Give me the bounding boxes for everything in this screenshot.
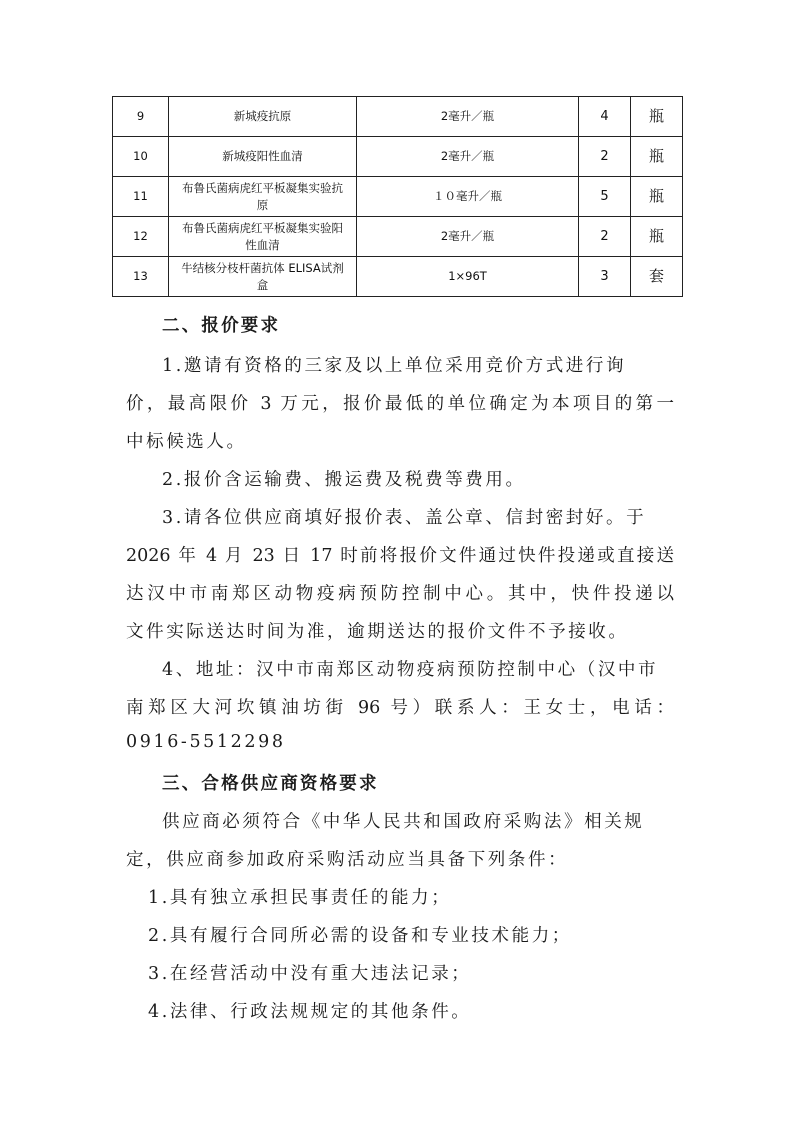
item-name-cell <box>169 97 357 137</box>
item-name-line: 盒 <box>256 277 269 292</box>
spec-cell: 2毫升／瓶 <box>357 217 579 257</box>
section2-p4-line3: 0916-5512298 <box>126 732 286 752</box>
row-number-cell: 13 <box>113 257 169 297</box>
section3-item-3: 3.在经营活动中没有重大违法记录； <box>148 964 472 984</box>
table-row <box>113 217 683 257</box>
unit-cell: 套 <box>631 257 683 297</box>
unit-cell: 瓶 <box>631 217 683 257</box>
spec-cell: １０毫升／瓶 <box>357 177 579 217</box>
spec-cell: 2毫升／瓶 <box>357 97 579 137</box>
section3-item-1: 1.具有独立承担民事责任的能力； <box>148 888 452 908</box>
item-name-cell <box>169 217 357 257</box>
section3-heading: 三、合格供应商资格要求 <box>162 774 379 794</box>
section2-p4-line1: 4、地址：汉中市南郑区动物疫病预防控制中心（汉中市 <box>162 660 659 680</box>
section2-p3-line2: 2026 年 4 月 23 日 17 时前将报价文件通过快件投递或直接送 <box>126 546 674 566</box>
quantity-cell: 3 <box>579 257 631 297</box>
item-name-line: 新城疫阳性血清 <box>222 149 303 163</box>
row-number-cell: 9 <box>113 97 169 137</box>
row-number-cell: 10 <box>113 137 169 177</box>
table-row <box>113 257 683 297</box>
section2-p3-line1: 3.请各位供应商填好报价表、盖公章、信封密封好。于 <box>162 508 647 528</box>
item-name-cell <box>169 177 357 217</box>
reagent-table <box>112 96 683 297</box>
section3-item-2: 2.具有履行合同所必需的设备和专业技术能力； <box>148 926 572 946</box>
section2-p2: 2.报价含运输费、搬运费及税费等费用。 <box>162 470 526 490</box>
item-name-line: 布鲁氏菌病虎红平板凝集实验阳 <box>182 220 343 235</box>
section3-item-4: 4.法律、行政法规规定的其他条件。 <box>148 1002 472 1022</box>
item-name-line: 性血清 <box>245 237 280 252</box>
unit-cell: 瓶 <box>631 97 683 137</box>
section2-p4-line2: 南郑区大河坎镇油坊街 96 号）联系人：王女士，电话： <box>126 698 674 718</box>
spec-cell: 1×96T <box>357 257 579 297</box>
unit-cell: 瓶 <box>631 137 683 177</box>
unit-cell: 瓶 <box>631 177 683 217</box>
table-row <box>113 137 683 177</box>
section3-intro-line2: 定，供应商参加政府采购活动应当具备下列条件： <box>126 850 569 870</box>
section2-p1-line2: 价，最高限价 3 万元，报价最低的单位确定为本项目的第一 <box>126 394 674 414</box>
item-name-line: 布鲁氏菌病虎红平板凝集实验抗 <box>182 180 343 195</box>
item-name-line: 牛结核分枝杆菌抗体 ELISA试剂 <box>181 260 344 275</box>
section2-heading: 二、报价要求 <box>162 316 281 336</box>
section2-p3-line4: 文件实际送达时间为准，逾期送达的报价文件不予接收。 <box>126 622 629 642</box>
spec-cell: 2毫升／瓶 <box>357 137 579 177</box>
section3-intro-line1: 供应商必须符合《中华人民共和国政府采购法》相关规 <box>162 812 645 832</box>
item-name-cell <box>169 257 357 297</box>
item-name-cell <box>169 137 357 177</box>
reagent-table-body <box>113 97 683 297</box>
table-row <box>113 97 683 137</box>
row-number-cell: 11 <box>113 177 169 217</box>
item-name-line: 新城疫抗原 <box>233 109 292 123</box>
table-row <box>113 177 683 217</box>
quantity-cell: 5 <box>579 177 631 217</box>
quantity-cell: 2 <box>579 217 631 257</box>
row-number-cell: 12 <box>113 217 169 257</box>
section2-p3-line3: 达汉中市南郑区动物疫病预防控制中心。其中，快件投递以 <box>126 584 674 604</box>
quantity-cell: 4 <box>579 97 631 137</box>
section2-p1-line1: 1.邀请有资格的三家及以上单位采用竞价方式进行询 <box>162 356 627 376</box>
item-name-line: 原 <box>256 197 269 212</box>
quantity-cell: 2 <box>579 137 631 177</box>
section2-p1-line3: 中标候选人。 <box>126 432 247 452</box>
